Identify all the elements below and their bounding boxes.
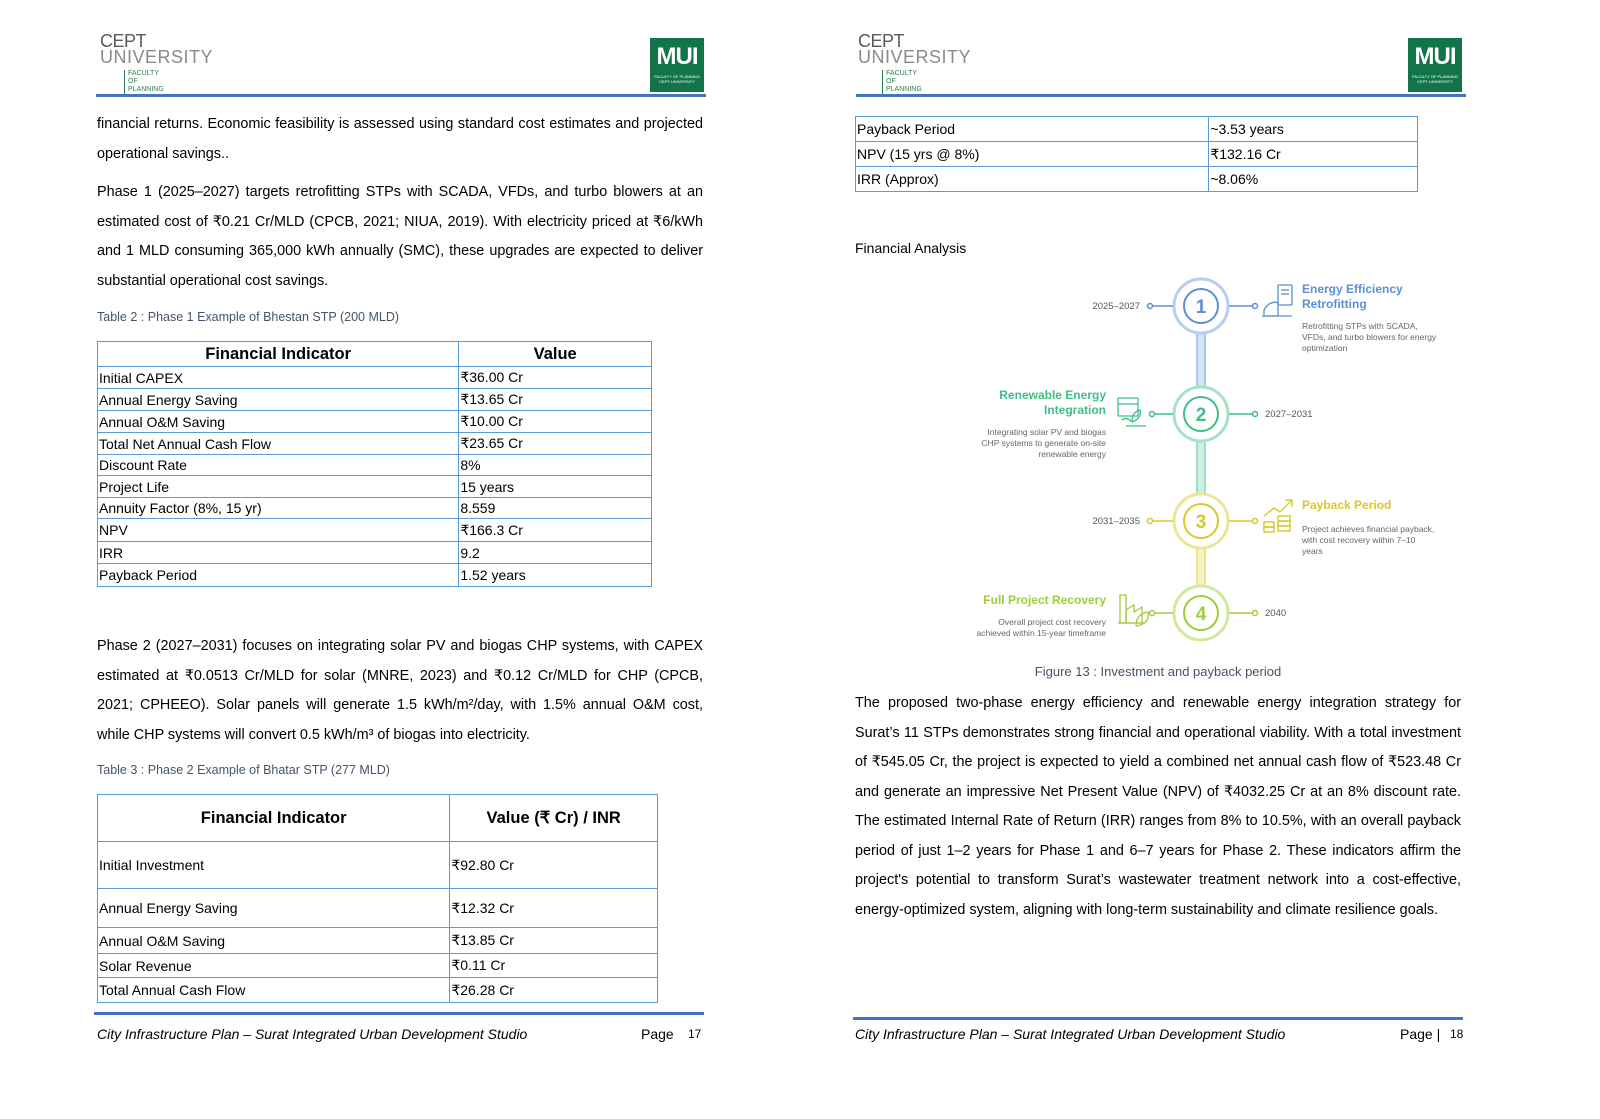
mui-logo <box>650 38 704 92</box>
step-description: Retrofitting STPs with SCADA, <box>1302 321 1418 331</box>
table-cell: Annual Energy Saving <box>98 889 450 928</box>
table-header: Value <box>459 342 652 367</box>
step-description: renewable energy <box>1038 449 1106 459</box>
table-cell: Payback Period <box>856 117 1209 142</box>
table-row <box>98 978 658 1003</box>
box-plant-icon <box>1118 398 1146 426</box>
table-row <box>98 476 652 498</box>
table-row <box>856 142 1418 167</box>
step-title: Retrofitting <box>1302 297 1367 311</box>
logo-text: FACULTY OF PLANNING <box>654 74 700 79</box>
table-cell: ~8.06% <box>1209 167 1418 192</box>
step-number: 2 <box>1195 405 1207 426</box>
logo-text: UNIVERSITY <box>858 47 972 67</box>
step-title: Integration <box>1044 403 1106 417</box>
logo-subtext <box>652 74 702 84</box>
timeline-step-4 <box>977 586 1287 640</box>
phase2-table-continued <box>855 116 1418 192</box>
table-row <box>98 389 652 411</box>
section-label: Financial Analysis <box>855 240 967 256</box>
table-cell: NPV (15 yrs @ 8%) <box>856 142 1209 167</box>
table-cell: Annual Energy Saving <box>98 389 459 411</box>
step-dot <box>1253 611 1258 616</box>
table-header-row <box>98 342 652 367</box>
table-cell: 8.559 <box>459 498 652 519</box>
table-cell: ₹13.85 Cr <box>450 928 658 954</box>
logo-text: FACULTY <box>128 70 159 77</box>
mui-logo <box>1408 38 1462 92</box>
table-row <box>98 367 652 389</box>
step-description: VFDs, and turbo blowers for energy <box>1302 332 1437 342</box>
step-year: 2031–2035 <box>1092 516 1140 527</box>
step-description: Integrating solar PV and biogas <box>987 427 1106 437</box>
footer-title: City Infrastructure Plan – Surat Integrated Urban Development Studio <box>97 1026 528 1042</box>
control-panel-icon <box>1262 285 1292 316</box>
logo-text: OF PLANNING <box>128 78 164 93</box>
table-cell: ₹36.00 Cr <box>459 367 652 389</box>
step-title: Full Project Recovery <box>983 593 1106 607</box>
table-cell: ₹0.11 Cr <box>450 954 658 978</box>
table-row <box>856 117 1418 142</box>
factory-leaf-icon <box>1118 595 1148 626</box>
logo-text: MUI <box>1414 43 1456 70</box>
table-row <box>98 564 652 587</box>
page-18 <box>760 0 1560 1119</box>
paragraph: The proposed two-phase energy efficiency and renewable energy integration strategy for Surat’s 11 STPs demonstrates strong financial and operational viability. With a total investment of ₹545.05 Cr, the project is expected to yield a combined net annual cash flow of ₹523.48 Cr and generate an impressive Net Present Value (NPV) of ₹4032.25 Cr at an 8% discount rate. The estimated Internal Rate of Return (IRR) ranges from 8% to 10.5%, with an overall payback period of just 1–2 years for Phase 1 and 6–7 years for Phase 2. These indicators affirm the project's potential to transform Surat’s wastewater treatment network into a cost-effective, energy-optimized system, aligning with long-term sustainability and climate resilience goals. <box>855 695 1461 918</box>
step-description: with cost recovery within 7–10 <box>1302 535 1416 545</box>
logo-text: OF PLANNING <box>886 78 922 93</box>
table-cell: Total Annual Cash Flow <box>98 978 450 1003</box>
table-row <box>98 455 652 476</box>
logo-text: CEPT <box>858 31 905 51</box>
logo-faculty-text <box>124 70 164 94</box>
table-cell: Annual O&M Saving <box>98 928 450 954</box>
step-dot <box>1253 519 1258 524</box>
step-year: 2040 <box>1265 608 1287 619</box>
table-cell: 1.52 years <box>459 564 652 587</box>
table-cell: Initial Investment <box>98 842 450 889</box>
step-number: 1 <box>1195 297 1207 318</box>
step-title: Energy Efficiency <box>1302 282 1403 296</box>
table-row <box>98 954 658 978</box>
table-cell: Initial CAPEX <box>98 367 459 389</box>
table-cell: 15 years <box>459 476 652 498</box>
table-cell: Solar Revenue <box>98 954 450 978</box>
logo-faculty-text <box>882 70 922 94</box>
table-cell: ~3.53 years <box>1209 117 1418 142</box>
timeline-step-2 <box>981 387 1312 459</box>
timeline-step-3 <box>1092 494 1434 556</box>
table-row <box>98 498 652 519</box>
step-description: CHP systems to generate on-site <box>981 438 1106 448</box>
phase2-table <box>97 794 658 1003</box>
table-cell: Annuity Factor (8%, 15 yr) <box>98 498 459 519</box>
table-cell: Total Net Annual Cash Flow <box>98 433 459 455</box>
step-number: 3 <box>1195 512 1207 533</box>
logo-text: FACULTY OF PLANNING <box>1412 74 1458 79</box>
footer-page-label: Page | <box>1400 1026 1441 1042</box>
logo-text: UNIVERSITY <box>100 47 214 67</box>
table-row <box>98 842 658 889</box>
table-cell: ₹12.32 Cr <box>450 889 658 928</box>
table-row <box>98 519 652 542</box>
table-cell: Payback Period <box>98 564 459 587</box>
table-cell: IRR <box>98 542 459 564</box>
step-title: Payback Period <box>1302 498 1392 512</box>
table-row <box>856 167 1418 192</box>
paragraph: financial returns. Economic feasibility is assessed using standard cost estimates and projected operational savings.. <box>97 116 703 162</box>
table-cell: ₹26.28 Cr <box>450 978 658 1003</box>
growth-coins-icon <box>1264 500 1292 532</box>
step-description: optimization <box>1302 343 1348 353</box>
page-number: 18 <box>1450 1027 1464 1041</box>
logo-subtext <box>1410 74 1460 84</box>
table-cell: Discount Rate <box>98 455 459 476</box>
step-dot <box>1150 412 1155 417</box>
step-dot <box>1148 304 1153 309</box>
step-description: achieved within 15-year timeframe <box>976 628 1106 638</box>
step-year: 2027–2031 <box>1265 409 1313 420</box>
logo-text: CEPT <box>100 31 147 51</box>
table-row <box>98 928 658 954</box>
investment-timeline-diagram <box>860 270 1437 650</box>
logo-text: FACULTY <box>886 70 917 77</box>
footer-page-label: Page <box>641 1026 674 1042</box>
header-rule <box>96 94 706 97</box>
step-title: Renewable Energy <box>999 388 1106 402</box>
logo-text: CEPT UNIVERSITY <box>659 79 695 84</box>
step-number: 4 <box>1195 604 1207 625</box>
table-row <box>98 889 658 928</box>
step-dot <box>1148 519 1153 524</box>
table-cell: 8% <box>459 455 652 476</box>
table-header: Financial Indicator <box>98 795 450 842</box>
table-cell: ₹166.3 Cr <box>459 519 652 542</box>
table-cell: 9.2 <box>459 542 652 564</box>
table-cell: ₹23.65 Cr <box>459 433 652 455</box>
timeline-step-1 <box>1092 279 1436 353</box>
table-cell: ₹92.80 Cr <box>450 842 658 889</box>
footer-rule <box>853 1017 1463 1020</box>
step-dot <box>1150 611 1155 616</box>
phase1-table <box>97 341 652 587</box>
logo-text: CEPT UNIVERSITY <box>1417 79 1453 84</box>
step-description: Overall project cost recovery <box>998 617 1106 627</box>
footer-title: City Infrastructure Plan – Surat Integrated Urban Development Studio <box>855 1026 1286 1042</box>
table-row <box>98 411 652 433</box>
header-rule <box>856 94 1466 97</box>
step-dot <box>1253 412 1258 417</box>
paragraph: Phase 1 (2025–2027) targets retrofitting STPs with SCADA, VFDs, and turbo blowers at an estimated cost of ₹0.21 Cr/MLD (CPCB, 2021; NIUA, 2019). With electricity priced at ₹6/kWh and 1 MLD consuming 365,000 kWh annually (SMC), these upgrades are expected to deliver substantial operational cost savings. <box>97 184 703 289</box>
table-caption: Table 2 : Phase 1 Example of Bhestan STP (200 MLD) <box>97 310 400 324</box>
table-header: Value (₹ Cr) / INR <box>450 795 658 842</box>
table-header: Financial Indicator <box>98 342 459 367</box>
footer-rule <box>94 1012 704 1015</box>
paragraph: Phase 2 (2027–2031) focuses on integrating solar PV and biogas CHP systems, with CAPEX estimated at ₹0.0513 Cr/MLD for solar (MNRE, 2023) and ₹0.12 Cr/MLD for CHP (CPCB, 2021; CPHEEO). Solar panels will generate 1.5 kWh/m²/day, with 1.5% annual O&M cost, while CHP systems will convert 0.5 kWh/m³ of biogas into electricity. <box>97 638 703 743</box>
table-cell: Annual O&M Saving <box>98 411 459 433</box>
table-header-row <box>98 795 658 842</box>
table-cell: Project Life <box>98 476 459 498</box>
table-cell: ₹132.16 Cr <box>1209 142 1418 167</box>
table-row <box>98 433 652 455</box>
step-year: 2025–2027 <box>1092 301 1140 312</box>
logo-text: MUI <box>656 43 698 70</box>
table-row <box>98 542 652 564</box>
step-description: Project achieves financial payback, <box>1302 524 1435 534</box>
table-cell: ₹13.65 Cr <box>459 389 652 411</box>
table-caption: Table 3 : Phase 2 Example of Bhatar STP (277 MLD) <box>97 763 390 777</box>
table-cell: IRR (Approx) <box>856 167 1209 192</box>
figure-caption: Figure 13 : Investment and payback period <box>1034 664 1282 679</box>
table-cell: NPV <box>98 519 459 542</box>
step-description: years <box>1302 546 1323 556</box>
step-dot <box>1253 304 1258 309</box>
table-cell: ₹10.00 Cr <box>459 411 652 433</box>
page-number: 17 <box>688 1027 702 1041</box>
